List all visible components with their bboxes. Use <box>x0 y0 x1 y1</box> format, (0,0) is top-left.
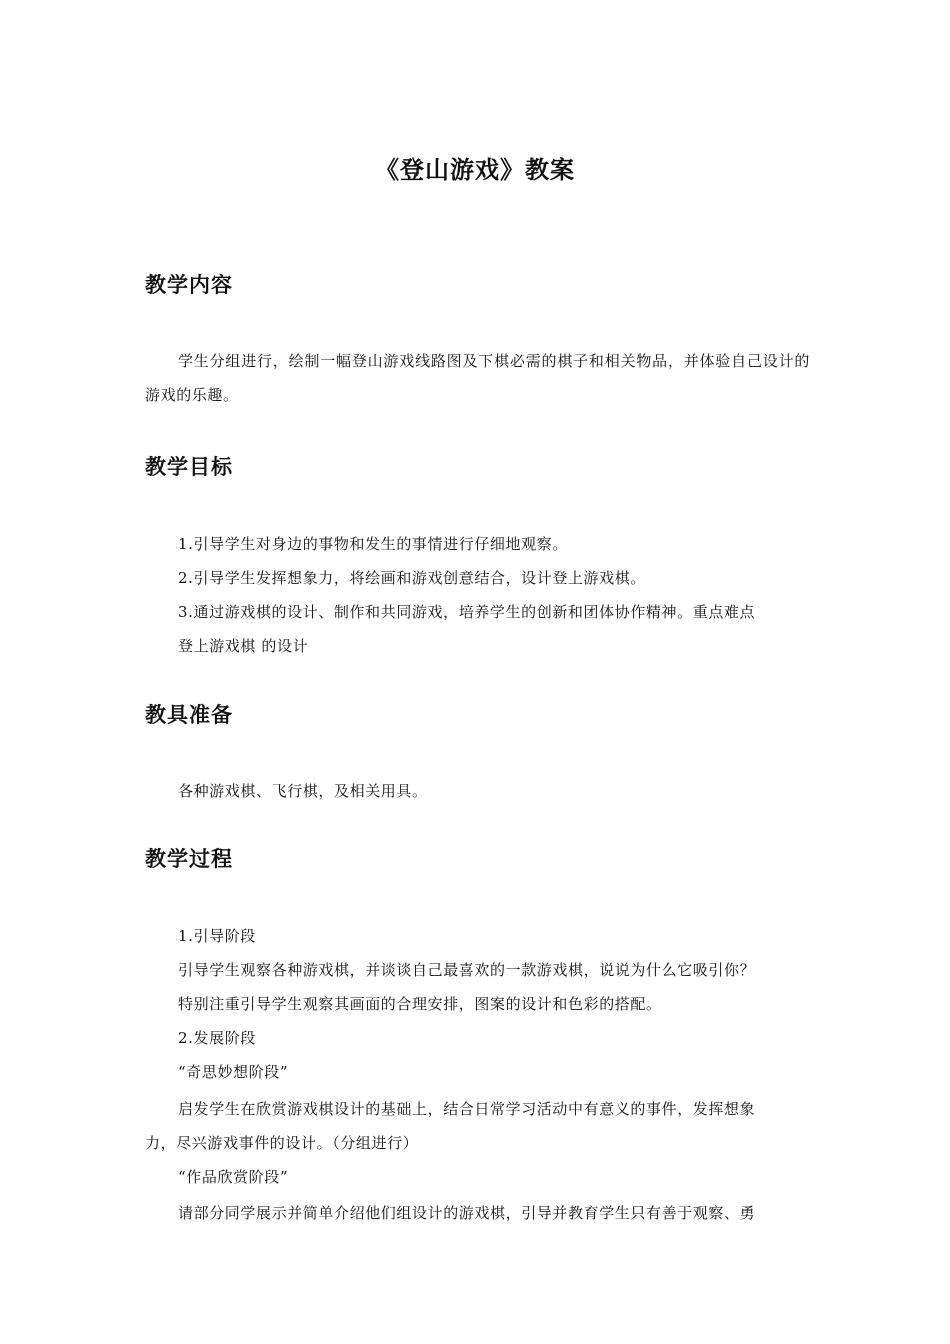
process-line-5: “奇思妙想阶段” <box>178 1063 289 1081</box>
section-heading-content: 教学内容 <box>145 273 233 297</box>
content-paragraph: 学生分组进行，绘制一幅登山游戏线路图及下棋必需的棋子和相关物品，并体验自己设计的游戏的乐趣。 <box>145 352 810 404</box>
process-line-1: 1.引导阶段 <box>178 927 256 945</box>
goal-item-3: 3.通过游戏棋的设计、制作和共同游戏，培养学生的创新和团体协作精神。重点难点 <box>178 603 756 621</box>
goal-item-1: 1.引导学生对身边的事物和发生的事情进行仔细地观察。 <box>178 535 568 553</box>
section-heading-goals: 教学目标 <box>145 455 233 479</box>
process-line-4: 2.发展阶段 <box>178 1029 256 1047</box>
goal-item-3-continued: 登上游戏棋 的设计 <box>178 637 309 655</box>
process-line-6: 启发学生在欣赏游戏棋设计的基础上，结合日常学习活动中有意义的事件，发挥想象 <box>178 1100 756 1118</box>
process-line-7: 力，尽兴游戏事件的设计。（分组进行） <box>145 1134 419 1152</box>
section-heading-tools: 教具准备 <box>145 703 233 727</box>
process-line-3: 特别注重引导学生观察其画面的合理安排，图案的设计和色彩的搭配。 <box>178 995 662 1013</box>
section-heading-process: 教学过程 <box>145 847 233 871</box>
process-line-8: “作品欣赏阶段” <box>178 1168 289 1186</box>
process-line-9: 请部分同学展示并简单介绍他们组设计的游戏棋，引导并教育学生只有善于观察、勇 <box>178 1204 756 1222</box>
process-line-2: 引导学生观察各种游戏棋，并谈谈自己最喜欢的一款游戏棋，说说为什么它吸引你？ <box>178 961 756 979</box>
document-title: 《登山游戏》教案 <box>375 156 575 184</box>
tools-text: 各种游戏棋、飞行棋，及相关用具。 <box>178 782 428 800</box>
goal-item-2: 2.引导学生发挥想象力，将绘画和游戏创意结合，设计登上游戏棋。 <box>178 569 646 587</box>
